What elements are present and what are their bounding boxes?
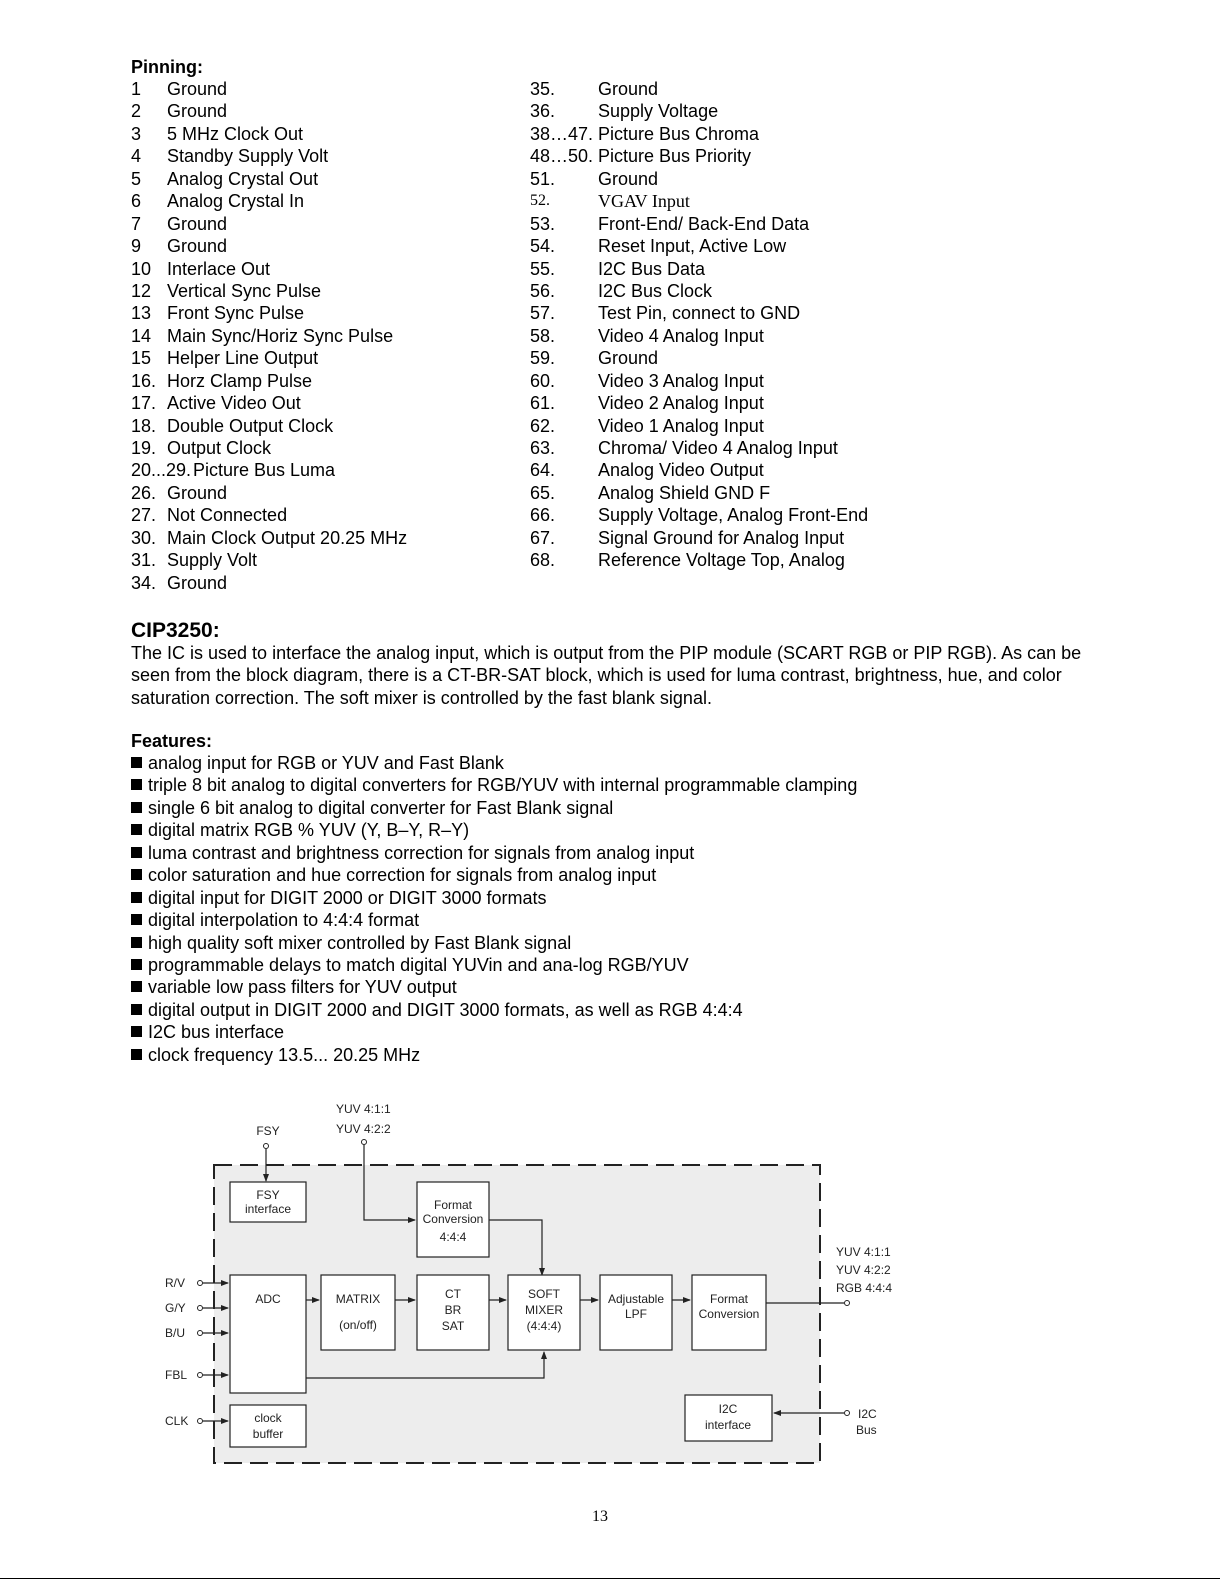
pin-number: 7 <box>131 213 142 234</box>
pin-number: 57. <box>530 303 556 324</box>
feature-text: luma contrast and brightness correction for signals from analog input <box>148 842 695 863</box>
pin-name: Chroma/ Video 4 Analog Input <box>598 438 838 458</box>
pin-name: Ground <box>167 79 228 99</box>
pin-row <box>530 168 950 190</box>
pin-name: Double Output Clock <box>167 415 334 436</box>
pin-number: 35. <box>530 79 556 99</box>
bullet-square-icon <box>131 892 142 903</box>
pin-name: Video 2 Analog Input <box>598 393 764 414</box>
pin-number: 19. <box>131 438 157 458</box>
pin-number: 53. <box>530 213 556 234</box>
feature-item <box>131 954 857 976</box>
pin-number: 54. <box>530 236 556 257</box>
pin-row <box>530 280 950 302</box>
bullet-square-icon <box>131 779 142 790</box>
fsy-interface-label: FSY <box>256 1188 280 1202</box>
pin-number: 59. <box>530 348 556 369</box>
pin-number: 20...29. <box>131 460 192 481</box>
feature-item <box>131 1044 857 1066</box>
input-bu-label: B/U <box>165 1326 186 1340</box>
pin-number: 16. <box>131 370 157 391</box>
feature-item <box>131 819 857 841</box>
block-diagram <box>150 1095 910 1475</box>
yuv-in-pin <box>362 1140 367 1145</box>
pin-row <box>131 280 511 302</box>
feature-item <box>131 932 857 954</box>
pin-name: Interlace Out <box>167 258 271 279</box>
bullet-square-icon <box>131 802 142 813</box>
fsy-pin <box>264 1144 269 1149</box>
pin-number: 64. <box>530 460 556 481</box>
sat-label: SAT <box>441 1319 465 1333</box>
pin-name: Not Connected <box>167 505 288 526</box>
clock-buffer-label: clock <box>254 1411 282 1425</box>
bullet-square-icon <box>131 824 142 835</box>
pin-number: 6 <box>131 191 142 212</box>
pin-row <box>530 370 950 392</box>
pin-name: VGAV Input <box>598 191 690 212</box>
lpf-label: Adjustable <box>607 1292 665 1306</box>
adc-label: ADC <box>255 1292 281 1306</box>
matrix-block <box>321 1275 395 1350</box>
feature-item <box>131 999 857 1021</box>
pin-name: I2C Bus Data <box>598 258 706 279</box>
pin-row <box>131 78 511 100</box>
pin-number: 15 <box>131 348 152 369</box>
format-conversion-in-ratio: 4:4:4 <box>439 1230 467 1244</box>
feature-text: digital input for DIGIT 2000 or DIGIT 3000 formats <box>148 887 547 908</box>
pin-name: Horz Clamp Pulse <box>167 370 313 391</box>
feature-item <box>131 842 857 864</box>
pin-name: Video 3 Analog Input <box>598 370 764 391</box>
pin-name: Supply Voltage <box>598 101 719 122</box>
pin-row <box>131 145 511 167</box>
bullet-square-icon <box>131 981 142 992</box>
feature-item <box>131 887 857 909</box>
pin-row <box>131 190 511 212</box>
i2c-bus-sublabel: Bus <box>856 1423 877 1437</box>
pin-number: 1 <box>131 79 142 99</box>
pin-number: 60. <box>530 370 556 391</box>
pin-name: Main Clock Output 20.25 MHz <box>167 527 408 548</box>
cip3250-heading: CIP3250: <box>131 619 220 642</box>
matrix-sublabel: (on/off) <box>339 1318 377 1332</box>
feature-text: digital output in DIGIT 2000 and DIGIT 3000 formats, as well as RGB 4:4:4 <box>148 999 743 1020</box>
bullet-square-icon <box>131 1026 142 1037</box>
pin-row <box>530 302 950 324</box>
feature-item <box>131 797 857 819</box>
input-clk-label: CLK <box>165 1414 189 1428</box>
pin-name: I2C Bus Clock <box>598 280 713 301</box>
feature-text: programmable delays to match digital YUVin and ana-log RGB/YUV <box>148 954 689 975</box>
pin-name: Reset Input, Active Low <box>598 236 787 257</box>
pin-name: Supply Volt <box>167 550 258 571</box>
pin-name: Ground <box>167 101 228 122</box>
i2c-interface-sublabel: interface <box>704 1418 752 1432</box>
pin-name: Test Pin, connect to GND <box>598 303 801 324</box>
input-rv-label: R/V <box>165 1276 186 1290</box>
feature-item <box>131 909 857 931</box>
lpf-sublabel: LPF <box>624 1307 648 1321</box>
pin-number: 26. <box>131 482 157 503</box>
pin-name: Active Video Out <box>167 393 301 414</box>
pin-number: 4 <box>131 146 142 167</box>
pin-number: 14 <box>131 325 152 346</box>
pin-number: 31. <box>131 550 157 571</box>
pin-name: Analog Shield GND F <box>598 482 771 503</box>
pin-list-right <box>530 78 950 572</box>
pin-row <box>131 258 511 280</box>
pin-number: 34. <box>131 572 157 593</box>
pin-number: 30. <box>131 527 157 548</box>
feature-text: high quality soft mixer controlled by Fast Blank signal <box>148 932 572 953</box>
pin-row <box>131 549 511 571</box>
format-conversion-out-label: Format <box>709 1292 749 1306</box>
cip3250-description: The IC is used to interface the analog input, which is output from the PIP module (SCART RGB or PIP RGB). As can be seen from the block diagram, there is a CT-BR-SAT block, which is used for luma contrast, brightness, hue, and color saturation correction. The soft mixer is controlled by the fast blank signal. <box>131 643 1082 708</box>
output-yuv411-label: YUV 4:1:1 <box>836 1245 891 1259</box>
pin-row <box>131 235 511 257</box>
feature-text: digital interpolation to 4:4:4 format <box>148 910 420 931</box>
pin-row <box>131 572 511 594</box>
feature-text: I2C bus interface <box>148 1022 285 1043</box>
pin-name: Front-End/ Back-End Data <box>598 213 810 234</box>
format-conversion-in-label: Format <box>433 1198 473 1212</box>
output-rgb444-label: RGB 4:4:4 <box>836 1281 893 1295</box>
pin-row <box>530 325 950 347</box>
i2c-interface-label: I2C <box>718 1402 738 1416</box>
pin-number: 62. <box>530 415 556 436</box>
pin-row <box>530 482 950 504</box>
pinning-heading: Pinning: <box>131 57 203 77</box>
pin-name: Ground <box>598 168 659 189</box>
feature-item <box>131 864 857 886</box>
pin-number: 2 <box>131 101 142 122</box>
bullet-square-icon <box>131 869 142 880</box>
pin-row <box>131 347 511 369</box>
matrix-label: MATRIX <box>335 1292 381 1306</box>
pin-number: 10 <box>131 258 152 279</box>
soft-mixer-label: SOFT <box>528 1287 560 1301</box>
yuv-in-422-label: YUV 4:2:2 <box>336 1122 391 1136</box>
pin-number: 63. <box>530 438 556 458</box>
pin-name: 5 MHz Clock Out <box>167 123 304 144</box>
pin-row <box>530 78 950 100</box>
bullet-square-icon <box>131 757 142 768</box>
page-number: 13 <box>592 1508 608 1525</box>
pin-row <box>530 235 950 257</box>
feature-text: clock frequency 13.5... 20.25 MHz <box>148 1044 421 1065</box>
pin-row <box>530 415 950 437</box>
pin-name: Video 1 Analog Input <box>598 415 764 436</box>
bullet-square-icon <box>131 1049 142 1060</box>
pin-name: Vertical Sync Pulse <box>167 280 322 301</box>
pin-row <box>530 437 950 459</box>
pin-row <box>131 415 511 437</box>
pin-number: 48…50. <box>530 146 594 167</box>
pin-name: Reference Voltage Top, Analog <box>598 550 845 571</box>
pin-number: 13 <box>131 303 152 324</box>
pin-number: 68. <box>530 550 556 571</box>
feature-text: digital matrix RGB % YUV (Y, B–Y, R–Y) <box>148 820 470 841</box>
pin-row <box>131 213 511 235</box>
pin-name: Helper Line Output <box>167 348 319 369</box>
pin-number: 5 <box>131 168 142 189</box>
bullet-square-icon <box>131 937 142 948</box>
pin-number: 67. <box>530 527 556 548</box>
pin-name: Standby Supply Volt <box>167 146 329 167</box>
pin-row <box>530 100 950 122</box>
pin-row <box>131 459 511 481</box>
pin-name: Ground <box>167 213 228 234</box>
bottom-rule <box>0 1578 1220 1579</box>
format-conversion-out-sublabel: Conversion <box>698 1307 760 1321</box>
pin-row <box>530 392 950 414</box>
output-pin <box>845 1301 850 1306</box>
pin-row <box>530 459 950 481</box>
pin-row <box>530 549 950 571</box>
pin-row <box>131 504 511 526</box>
bullet-square-icon <box>131 959 142 970</box>
pin-row <box>131 302 511 324</box>
feature-text: single 6 bit analog to digital converter for Fast Blank signal <box>148 797 614 818</box>
pin-name: Ground <box>598 79 659 99</box>
pin-row <box>131 370 511 392</box>
feature-item <box>131 976 857 998</box>
pin-name: Analog Video Output <box>598 460 764 481</box>
pin-row <box>131 437 511 459</box>
fsy-input-label: FSY <box>256 1124 280 1138</box>
pin-name: Ground <box>167 236 228 257</box>
pin-number: 52. <box>530 192 550 210</box>
pin-name: Ground <box>167 482 228 503</box>
pin-name: Supply Voltage, Analog Front-End <box>598 505 869 526</box>
pin-number: 56. <box>530 280 556 301</box>
pin-row <box>530 347 950 369</box>
pin-number: 61. <box>530 393 556 414</box>
pin-row <box>131 168 511 190</box>
pin-number: 65. <box>530 482 556 503</box>
pin-name: Analog Crystal Out <box>167 168 319 189</box>
i2c-bus-label: I2C <box>858 1407 877 1421</box>
format-conversion-in-sublabel: Conversion <box>422 1212 484 1226</box>
pin-number: 17. <box>131 393 157 414</box>
pin-name: Picture Bus Luma <box>193 460 336 481</box>
pin-number: 51. <box>530 168 556 189</box>
pin-number: 9 <box>131 236 142 257</box>
pin-row <box>131 527 511 549</box>
pin-name: Video 4 Analog Input <box>598 325 764 346</box>
clock-buffer-sublabel: buffer <box>252 1427 284 1441</box>
input-gy-label: G/Y <box>165 1301 186 1315</box>
feature-text: analog input for RGB or YUV and Fast Blank <box>148 753 504 773</box>
pin-name: Signal Ground for Analog Input <box>598 527 845 548</box>
pin-list-left <box>131 78 511 594</box>
pin-name: Picture Bus Chroma <box>598 123 760 144</box>
feature-item <box>131 752 857 774</box>
pin-number: 36. <box>530 101 556 122</box>
pin-row <box>131 100 511 122</box>
pin-row <box>530 190 950 212</box>
bullet-square-icon <box>131 847 142 858</box>
pin-row <box>530 504 950 526</box>
pin-row <box>131 123 511 145</box>
pin-row <box>131 325 511 347</box>
yuv-in-411-label: YUV 4:1:1 <box>336 1102 391 1116</box>
pin-name: Picture Bus Priority <box>598 146 752 167</box>
pin-row <box>530 258 950 280</box>
pin-number: 18. <box>131 415 157 436</box>
pin-row <box>131 392 511 414</box>
pin-row <box>530 213 950 235</box>
feature-item <box>131 774 857 796</box>
bullet-square-icon <box>131 914 142 925</box>
feature-text: color saturation and hue correction for signals from analog input <box>148 865 657 886</box>
pin-row <box>530 145 950 167</box>
br-label: BR <box>444 1303 462 1317</box>
pin-name: Ground <box>167 572 228 593</box>
pin-name: Ground <box>598 348 659 369</box>
ct-label: CT <box>445 1287 461 1301</box>
features-list <box>131 752 857 1066</box>
pin-number: 55. <box>530 258 556 279</box>
pin-row <box>530 123 950 145</box>
pin-number: 58. <box>530 325 556 346</box>
pin-row <box>131 482 511 504</box>
pin-row <box>530 527 950 549</box>
feature-text: variable low pass filters for YUV output <box>148 977 457 998</box>
pin-name: Analog Crystal In <box>167 191 305 212</box>
pin-name: Output Clock <box>167 438 272 458</box>
soft-mixer-ratio: (4:4:4) <box>526 1319 562 1333</box>
pin-number: 66. <box>530 505 556 526</box>
feature-item <box>131 1021 857 1043</box>
soft-mixer-sublabel: MIXER <box>524 1303 564 1317</box>
bullet-square-icon <box>131 1004 142 1015</box>
output-yuv422-label: YUV 4:2:2 <box>836 1263 891 1277</box>
fsy-interface-sublabel: interface <box>244 1202 292 1216</box>
i2c-bus-pin <box>845 1411 850 1416</box>
feature-text: triple 8 bit analog to digital converters for RGB/YUV with internal programmable clamping <box>148 775 858 796</box>
pin-number: 12 <box>131 280 152 301</box>
input-fbl-label: FBL <box>165 1368 188 1382</box>
pin-name: Main Sync/Horiz Sync Pulse <box>167 325 394 346</box>
pin-name: Front Sync Pulse <box>167 303 305 324</box>
pin-number: 27. <box>131 505 157 526</box>
pin-number: 3 <box>131 123 142 144</box>
pin-number: 38…47. <box>530 123 594 144</box>
features-heading: Features: <box>131 731 213 751</box>
